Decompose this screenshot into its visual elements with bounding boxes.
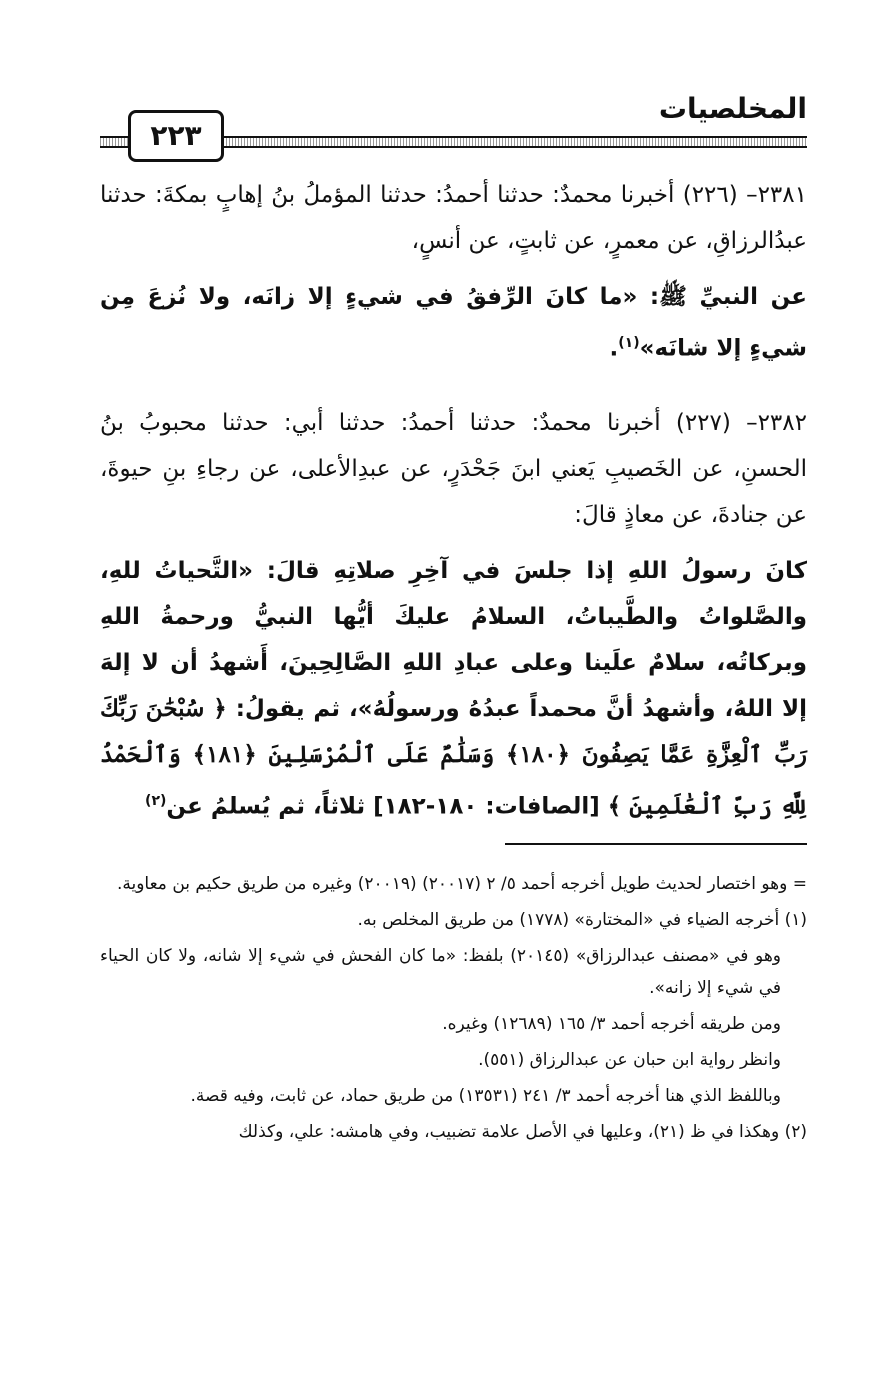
footnote-1-line-3: ومن طريقه أخرجه أحمد ٣/ ١٦٥ (١٢٦٨٩) وغيره. xyxy=(442,1014,781,1034)
footnote-continued: = وهو اختصار لحديث طويل أخرجه أحمد ٥/ ٢ (٢٠٠١٧) (٢٠٠١٩) وغيره من طريق حكيم بن معاوية. xyxy=(116,874,807,894)
quran-verse: ﴿ سُبْحَٰنَ رَبِّكَ رَبِّ ٱلْعِزَّةِ عَمَّا يَصِفُونَ ﴿١٨٠﴾ وَسَلَٰمٌ عَلَى ٱلْمُرْسَلِينَ ﴿١٨١﴾ وَٱلْحَمْدُ لِلَّهِ رَبِّ ٱلْعَٰلَمِينَ ﴾ xyxy=(100,694,807,820)
hadith-2382-isnad: ٢٣٨٢– (٢٢٧) أخبرنا محمدٌ: حدثنا أحمدُ: حدثنا أبي: حدثنا محبوبُ بنُ الحسنِ، عن الخَصيبِ يَعني ابنَ جَحْدَرٍ، عن عبدِالأعلى، عن رجاءِ بنِ حيوةَ، عن جنادةَ، عن معاذٍ قالَ: xyxy=(100,409,807,528)
footnote-2: (٢) وهكذا في ظ (٢١)، وعليها في الأصل علامة تضبيب، وفي هامشه: علي، وكذلك xyxy=(238,1122,807,1142)
main-text xyxy=(100,172,807,829)
hadith-2381-text: عن النبيِّ ﷺ: «ما كانَ الرِّفقُ في شيءٍ إلا زانَه، ولا نُزعَ مِن شيءٍ إلا شانَه» xyxy=(100,284,807,362)
hadith-2381-isnad: ٢٣٨١– (٢٢٦) أخبرنا محمدٌ: حدثنا أحمدُ: حدثنا المؤملُ بنُ إهابٍ بمكةَ: حدثنا عبدُالرزاقِ، عن معمرٍ، عن ثابتٍ، عن أنسٍ، xyxy=(100,182,807,254)
hadith-2382-matn xyxy=(100,548,807,830)
page-number: ٢٢٣ xyxy=(128,110,224,162)
verse-reference: [الصافات: ١٨٠-١٨٢] ثلاثاً، ثم يُسلمُ عن xyxy=(166,793,600,820)
footnote-separator xyxy=(505,843,807,845)
footnote-1-line-4: وانظر رواية ابن حبان عن عبدالرزاق (٥٥١). xyxy=(478,1050,781,1070)
running-header-title: المخلصيات xyxy=(658,92,807,125)
hadith-2381-matn: عن النبيِّ ﷺ: «ما كانَ الرِّفقُ في شيءٍ إلا زانَه، ولا نُزعَ مِن شيءٍ إلا شانَه»$^{(١)}$. xyxy=(100,284,807,362)
footnote-mark-1: (١) xyxy=(618,335,640,351)
tashahhud-text: كانَ رسولُ اللهِ إذا جلسَ في آخِرِ صلاتِهِ قالَ: «التَّحياتُ للهِ، والصَّلواتُ والطَّيباتُ، السلامُ عليكَ أيُّها النبيُّ ورحمةُ اللهِ وبركاتُه، سلامٌ علَينا وعلى عبادِ اللهِ الصَّالِحِينَ، أَشهدُ أن لا إلهَ إلا اللهُ، وأشهدُ أنَّ محمداً عبدُهُ ورسولُهُ»، ثم يقولُ: xyxy=(100,557,807,722)
footnote-1-line-5: وباللفظ الذي هنا أخرجه أحمد ٣/ ٢٤١ (١٣٥٣١) من طريق حماد، عن ثابت، وفيه قصة. xyxy=(190,1086,781,1106)
footnote-mark-2: (٢) xyxy=(145,792,167,809)
footnote-1-line-2: وهو في «مصنف عبدالرزاق» (٢٠١٤٥) بلفظ: «ما كان الفحش في شيء إلا شانه، ولا كان الحياء في شيء إلا زانه». xyxy=(100,946,781,998)
footnotes xyxy=(100,868,807,1152)
footnote-1: (١) أخرجه الضياء في «المختارة» (١٧٧٨) من طريق المخلص به. xyxy=(357,910,807,930)
